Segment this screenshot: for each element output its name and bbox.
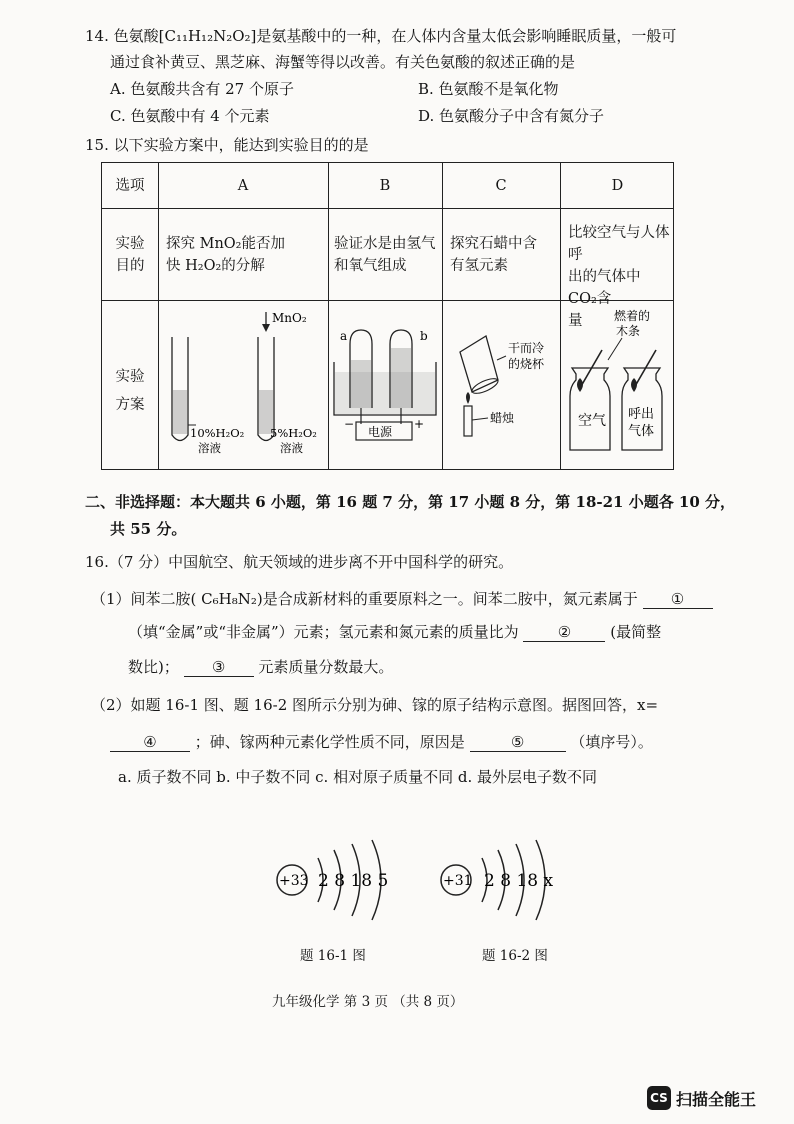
purpose-label-1: 实验 [115, 236, 145, 252]
q14-stem-line2: 通过食补黄豆、黑芝麻、海蟹等得以改善。有关色氨酸的叙述正确的是 [110, 53, 576, 71]
camscanner-brand-text: 扫描全能王 [676, 1090, 757, 1109]
purpose-c [450, 233, 537, 277]
figure-16-2-caption: 题 16-2 图 [482, 948, 548, 964]
plus-sign: + [414, 417, 425, 431]
figure-d-bottles [560, 300, 675, 470]
bottle-air [570, 368, 610, 450]
breath-label-1: 呼出 [628, 407, 655, 422]
q16-part2-text1: ；砷、镓两种元素化学性质不同，原因是 [194, 733, 465, 751]
plan-label-1: 实验 [115, 369, 145, 385]
table-col-d: D [611, 178, 624, 194]
stick-leader [608, 338, 622, 360]
burning-stick-left [580, 350, 602, 388]
figure-b-electrolysis [328, 300, 442, 470]
arsenic-electron-config: 2 8 18 5 [318, 871, 389, 891]
q16-part1-line2 [128, 621, 661, 643]
label-b: b [420, 329, 428, 343]
arrow-down-icon [262, 324, 270, 332]
flame-right-icon [631, 378, 637, 392]
answer-blank-5[interactable]: ⑤ [470, 733, 566, 752]
purpose-b [334, 233, 436, 277]
air-label: 空气 [578, 413, 606, 429]
power-label: 电源 [368, 425, 393, 439]
flame-left-icon [577, 378, 583, 392]
candle-label: 蜡烛 [490, 411, 515, 425]
tube-left-liquid [173, 390, 187, 434]
beaker-label-2: 的烧杯 [508, 357, 545, 371]
q16-part1-text4: 数比)； [128, 658, 179, 676]
stick-label-1: 燃着的 [614, 309, 651, 323]
q16-part1-text1: （1）间苯二胺( C₆H₈N₂)是合成新材料的重要原料之一。间苯二胺中，氮元素属于 [91, 590, 638, 608]
gallium-atom-diagram [441, 840, 553, 920]
tube-b-water [391, 348, 411, 408]
q14-stem-line1: 14. 色氨酸[C₁₁H₁₂N₂O₂]是氨基酸中的一种，在人体内含量太低会影响睡眠质量，一般可 [85, 27, 677, 45]
breath-label-2: 气体 [628, 424, 655, 439]
purpose-d-line2: 出的气体中 CO₂含 [568, 269, 641, 307]
answer-blank-4[interactable]: ④ [110, 733, 190, 752]
left-solution-label: 10%H₂O₂ [190, 426, 245, 440]
q14-option-d: D. 色氨酸分子中含有氮分子 [418, 107, 605, 125]
q14-option-a: A. 色氨酸共含有 27 个原子 [110, 80, 294, 98]
purpose-a-line2: 快 H₂O₂的分解 [166, 258, 265, 274]
gallium-nucleus-charge: +31 [443, 873, 473, 889]
table-header-option: 选项 [115, 178, 145, 194]
q14-option-c: C. 色氨酸中有 4 个元素 [110, 107, 270, 125]
purpose-c-line2: 有氢元素 [450, 258, 508, 274]
candle-flame-icon [466, 392, 470, 404]
q16-stem: 16.（7 分）中国航空、航天领域的进步离不开中国科学的研究。 [85, 553, 514, 571]
q16-part2-text2: （填序号）。 [570, 733, 653, 751]
right-solution-sub: 溶液 [280, 441, 303, 455]
table-header-plan [102, 363, 158, 419]
figure-c-candle [442, 300, 560, 470]
arsenic-nucleus-charge: +33 [279, 873, 309, 889]
q16-choices: a. 质子数不同 b. 中子数不同 c. 相对原子质量不同 d. 最外层电子数不同 [118, 768, 597, 786]
purpose-d-line3: 量 [568, 313, 583, 329]
q16-part1-text3: (最简整 [610, 623, 662, 641]
section2-heading-line2: 共 55 分。 [110, 520, 187, 538]
purpose-c-line1: 探究石蜡中含 [450, 236, 537, 252]
figure-a-test-tubes [158, 300, 328, 470]
table-col-a: A [237, 178, 249, 194]
beaker-label-1: 干而冷 [508, 341, 545, 355]
camscanner-logo-icon: CS [647, 1086, 671, 1110]
candle-body [464, 406, 472, 436]
burning-stick-right [634, 350, 656, 388]
q16-part1-line1 [91, 588, 713, 610]
right-solution-label: 5%H₂O₂ [270, 426, 317, 440]
figure-16-1-caption: 题 16-1 图 [300, 948, 366, 964]
q16-part2-line1: （2）如题 16-1 图、题 16-2 图所示分别为砷、镓的原子结构示意图。据图回答，x= [91, 696, 659, 714]
q14-option-b: B. 色氨酸不是氧化物 [418, 80, 559, 98]
purpose-a [166, 233, 285, 277]
table-col-b: B [379, 178, 391, 194]
purpose-b-line1: 验证水是由氢气 [334, 236, 436, 252]
purpose-a-line1: 探究 MnO₂能否加 [166, 236, 285, 252]
answer-blank-2[interactable]: ② [523, 623, 605, 642]
left-solution-sub: 溶液 [198, 441, 221, 455]
q16-part2-line2 [110, 731, 653, 753]
candle-leader [472, 418, 488, 420]
stick-label-2: 木条 [616, 324, 641, 338]
mno2-label: MnO₂ [272, 311, 307, 325]
atom-structure-diagrams [268, 838, 588, 930]
purpose-b-line2: 和氧气组成 [334, 258, 407, 274]
answer-blank-3[interactable]: ③ [184, 658, 254, 677]
label-a: a [340, 329, 348, 343]
q16-part1-text2: （填“金属”或“非金属”）元素；氢元素和氮元素的质量比为 [128, 623, 519, 641]
arsenic-atom-diagram [277, 840, 388, 920]
page-footer: 九年级化学 第 3 页 （共 8 页） [272, 994, 464, 1010]
purpose-d-line1: 比较空气与人体呼 [568, 225, 670, 263]
purpose-label-2: 目的 [115, 258, 145, 274]
q15-table [101, 162, 674, 470]
q16-part1-text5: 元素质量分数最大。 [258, 658, 394, 676]
answer-blank-1[interactable]: ① [643, 590, 713, 609]
beaker-leader [497, 356, 506, 360]
minus-sign: − [344, 417, 355, 431]
gallium-electron-config: 2 8 18 x [484, 871, 554, 891]
q15-stem: 15. 以下实验方案中，能达到实验目的的是 [85, 136, 369, 154]
table-col-c: C [495, 178, 507, 194]
section2-heading-line1: 二、非选择题：本大题共 6 小题，第 16 题 7 分，第 17 小题 8 分，第 18-21 小题各 10 分， [85, 493, 736, 511]
table-header-purpose [102, 233, 158, 277]
tube-a-water [351, 360, 371, 408]
plan-label-2: 方案 [115, 397, 145, 413]
q16-part1-line3 [128, 656, 393, 678]
